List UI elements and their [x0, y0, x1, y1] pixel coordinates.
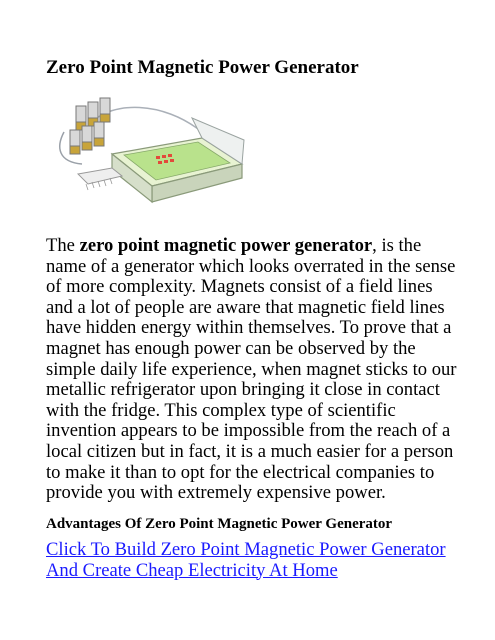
- paragraph-rest: , is the name of a generator which looks overrated in the sense of more complexity. Magnets consist of a field lines and a lot of people are aware that magnetic field lines have hidden energy within themselves. To prove that a magnet has enough power can be observed by the simple daily life experience, when magnet sticks to our metallic refrigerator upon bringing it close in contact with the fridge. This complex type of scientific invention appears to be impossible from the reach of a local citizen but in fact, it is a much easier for a person to make it than to opt for the electrical companies to provide you with extremely expensive power.: [46, 235, 457, 504]
- advantages-heading: Advantages Of Zero Point Magnetic Power Generator: [46, 516, 393, 532]
- body-paragraph: [46, 236, 458, 504]
- bold-term: zero point magnetic power generator: [79, 235, 373, 256]
- paragraph-lead: The: [46, 235, 80, 256]
- page-title: Zero Point Magnetic Power Generator: [46, 57, 359, 78]
- generator-illustration-icon: [52, 92, 252, 212]
- build-generator-link[interactable]: Click To Build Zero Point Magnetic Power Generator And Create Cheap Electricity At Home: [46, 539, 446, 581]
